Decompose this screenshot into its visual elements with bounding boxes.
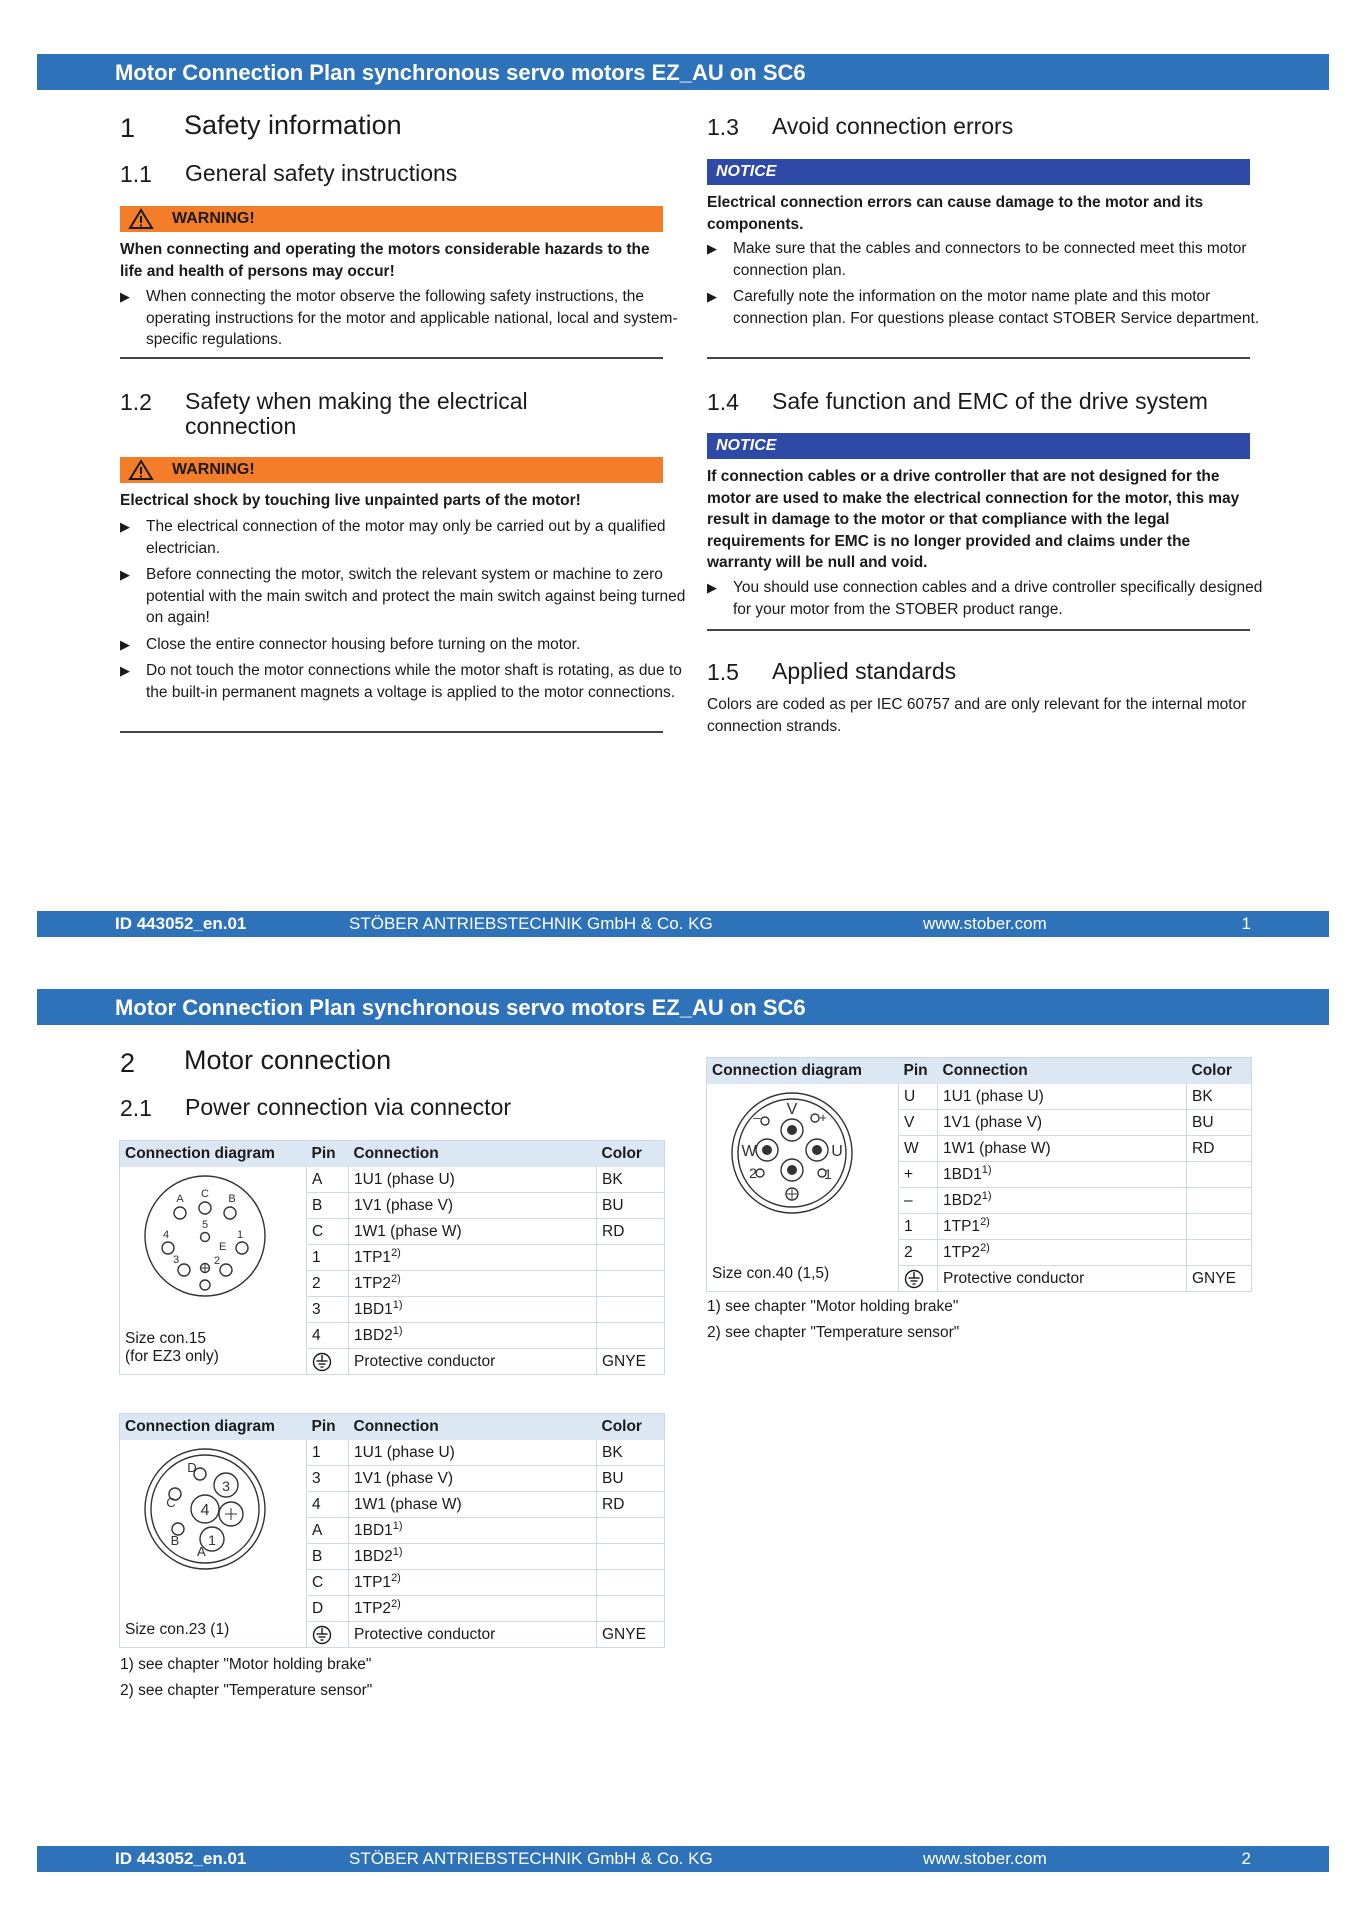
diagram-cell [707,1084,899,1292]
connection-cell [349,1466,597,1492]
footnote: 2) see chapter "Temperature sensor" [707,1324,960,1341]
footnote-ref: 1) [392,1298,403,1311]
connection-cell [349,1323,597,1349]
bullet-item [120,660,686,703]
protective-earth-icon [312,1625,343,1645]
bullet-text: Do not touch the motor connections while the motor shaft is rotating, as due to the built-in permanent magnets a voltage is applied to the motor connections. [146,662,682,701]
pin-cell: 4 [307,1492,349,1518]
connection-cell [938,1110,1187,1136]
bullet-text: The electrical connection of the motor may only be carried out by a qualified electrician. [146,518,666,557]
footnote-ref: 1) [981,1163,992,1176]
connection-cell [349,1245,597,1271]
warning-triangle-icon [128,459,154,481]
arrow-bullet-icon: ▶ [120,637,130,652]
connection-cell [349,1193,597,1219]
pin-label: D [187,1460,197,1475]
website-link[interactable]: www.stober.com [923,1849,1047,1868]
section-number: 1 [120,113,136,143]
arrow-bullet-icon: ▶ [707,289,717,304]
pin-cell: + [899,1162,938,1188]
connector-con15-diagram [140,1171,270,1301]
footnote-ref: 1) [981,1189,992,1202]
pin-cell: – [899,1188,938,1214]
section-number: 2 [120,1048,136,1078]
bullet-item [707,286,1273,329]
section-title: Safe function and EMC of the drive system [772,388,1208,414]
pin-label: – [753,1110,761,1125]
color-cell [597,1245,665,1271]
connection-cell [349,1596,597,1622]
divider [120,357,663,359]
pin-label: 3 [222,1478,230,1494]
bullet-text: When connecting the motor observe the following safety instructions, the operating instructions for the motor and applicable national, local and system-specific regulations. [146,288,678,348]
notice-label: NOTICE [716,437,777,454]
warning-bold-text: Electrical shock by touching live unpainted parts of the motor! [120,492,581,509]
arrow-bullet-icon: ▶ [120,663,130,678]
color-cell [1187,1214,1252,1240]
header-diagram: Connection diagram [120,1141,307,1168]
notice-banner [707,433,1250,459]
page1-footer-bar [37,911,1329,937]
header-title: Motor Connection Plan synchronous servo motors EZ_AU on SC6 [115,60,806,85]
bullet-text: You should use connection cables and a drive controller specifically designed for your motor from the STOBER product range. [733,579,1263,618]
connection-cell [349,1167,597,1193]
protective-earth-icon [904,1269,932,1289]
pin-label: 1 [824,1166,832,1182]
pin-cell: A [307,1167,349,1193]
color-cell: GNYE [597,1622,665,1648]
connection-cell [938,1188,1187,1214]
connection-cell [349,1297,597,1323]
connection-text: Protective conductor [354,1352,496,1370]
connection-text: 1BD2 [354,1326,393,1344]
footnote: 2) see chapter "Temperature sensor" [120,1682,373,1699]
pin-cell [899,1266,938,1292]
pin-cell: 3 [307,1297,349,1323]
color-cell [1187,1188,1252,1214]
connection-text: 1BD1 [943,1165,982,1183]
footnote-ref: 2) [391,1597,401,1610]
connector-size: Size con.15 [125,1330,206,1347]
pin-label: W [741,1143,757,1160]
footnote-ref: 1) [392,1519,403,1532]
table-row [707,1084,1252,1110]
section-number: 1.5 [707,659,739,685]
arrow-bullet-icon: ▶ [120,289,130,304]
color-cell [597,1297,665,1323]
pin-cell: W [899,1136,938,1162]
connection-cell [349,1518,597,1544]
header-pin: Pin [307,1141,349,1168]
diagram-cell [120,1167,307,1375]
notice-label: NOTICE [716,163,777,180]
divider [707,357,1250,359]
section-number: 1.1 [120,161,152,187]
page-number: 2 [1241,1849,1251,1868]
divider [120,731,663,733]
pin-cell: 3 [307,1466,349,1492]
header-color: Color [597,1141,665,1168]
connection-text: 1BD1 [354,1300,393,1318]
section-title: Applied standards [772,658,957,684]
arrow-bullet-icon: ▶ [120,519,130,534]
section-title: General safety instructions [185,160,458,186]
connector-size: Size con.23 (1) [125,1621,230,1638]
section-number: 2.1 [120,1095,152,1121]
warning-triangle-icon [128,208,154,230]
arrow-bullet-icon: ▶ [707,580,717,595]
notice-banner [707,159,1250,185]
warning-banner [120,457,663,483]
warning-label: WARNING! [172,461,255,478]
pin-label: 1 [236,1229,244,1241]
color-cell [597,1271,665,1297]
pin-label: A [197,1544,206,1559]
document-id: ID 443052_en.01 [115,914,247,933]
pin-label: E [219,1241,227,1253]
color-cell [597,1323,665,1349]
connection-table-con40 [706,1057,1252,1292]
connection-text: 1W1 (phase W) [354,1495,462,1513]
section-title: Avoid connection errors [772,113,1014,139]
connection-text: 1V1 (phase V) [354,1469,454,1487]
bullet-text: Before connecting the motor, switch the relevant system or machine to zero potential with the main switch and protect the main switch against being turned on again! [146,566,686,626]
connection-text: Protective conductor [943,1269,1085,1287]
connection-cell [349,1349,597,1375]
table-row [120,1440,665,1466]
footnote-ref: 2) [980,1215,990,1228]
connection-text: 1U1 (phase U) [943,1087,1044,1105]
pin-label: 4 [200,1502,210,1519]
bullet-item [120,516,686,559]
section-title: Motor connection [184,1045,392,1075]
connection-text: 1TP1 [354,1248,392,1266]
warning-label: WARNING! [172,210,255,227]
color-cell: RD [1187,1136,1252,1162]
connection-cell [938,1084,1187,1110]
pin-label: 1 [208,1532,216,1548]
protective-earth-icon [312,1352,343,1372]
bullet-item [120,286,686,351]
pin-label: A [176,1193,184,1205]
pin-label: 4 [162,1229,170,1241]
notice-bold-text: If connection cables or a drive controller that are not designed for the motor are used to make the electrical connection for the motor, this may result in damage to the motor or that compliance with the legal requirements for EMC is no longer provided and claims under the warranty will be null and void. [707,468,1240,571]
color-cell [597,1570,665,1596]
pin-cell: C [307,1570,349,1596]
color-cell [597,1544,665,1570]
pin-label: V [786,1101,798,1118]
pin-cell: 2 [307,1271,349,1297]
pin-cell: A [307,1518,349,1544]
color-cell: RD [597,1492,665,1518]
website-link[interactable]: www.stober.com [923,914,1047,933]
pin-cell: 2 [899,1240,938,1266]
connector-size-note: (for EZ3 only) [125,1348,219,1365]
connection-text: 1W1 (phase W) [943,1139,1051,1157]
connector-con40-diagram [727,1088,857,1218]
connection-text: 1BD2 [943,1191,982,1209]
connector-con23-diagram [140,1444,270,1574]
pin-label: 3 [172,1254,180,1266]
bullet-text: Make sure that the cables and connectors to be connected meet this motor connection plan. [733,240,1247,279]
connection-cell [938,1136,1187,1162]
color-cell: GNYE [1187,1266,1252,1292]
header-pin: Pin [307,1414,349,1441]
footnote-ref: 2) [391,1272,401,1285]
connection-text: 1W1 (phase W) [354,1222,462,1240]
section-number: 1.3 [707,114,739,140]
pin-cell: D [307,1596,349,1622]
header-connection: Connection [938,1058,1187,1085]
color-cell [1187,1162,1252,1188]
connection-cell [938,1240,1187,1266]
pin-cell: 1 [307,1245,349,1271]
connection-cell [938,1266,1187,1292]
page-number: 1 [1241,914,1251,933]
connection-text: 1V1 (phase V) [943,1113,1043,1131]
pin-cell: B [307,1544,349,1570]
section-title: Safety information [184,110,402,140]
connection-text: 1U1 (phase U) [354,1170,455,1188]
bullet-text: Close the entire connector housing before turning on the motor. [146,636,581,653]
arrow-bullet-icon: ▶ [707,241,717,256]
connection-text: 1TP1 [943,1217,981,1235]
document-id: ID 443052_en.01 [115,1849,247,1868]
header-pin: Pin [899,1058,938,1085]
company-name: STÖBER ANTRIEBSTECHNIK GmbH & Co. KG [349,914,713,933]
connection-text: 1TP1 [354,1573,392,1591]
pin-label: U [831,1143,843,1160]
section-number: 1.4 [707,389,739,415]
company-name: STÖBER ANTRIEBSTECHNIK GmbH & Co. KG [349,1849,713,1868]
header-connection: Connection [349,1414,597,1441]
color-cell [1187,1240,1252,1266]
footnote-ref: 2) [391,1571,401,1584]
header-diagram: Connection diagram [707,1058,899,1085]
color-cell [597,1596,665,1622]
connection-cell [349,1440,597,1466]
connection-text: Protective conductor [354,1625,496,1643]
header-diagram: Connection diagram [120,1414,307,1441]
connection-table-con23 [119,1413,665,1648]
header-connection: Connection [349,1141,597,1168]
connection-text: 1TP2 [354,1274,392,1292]
warning-bold-text: When connecting and operating the motors considerable hazards to the life and health of persons may occur! [120,241,650,280]
bullet-text: Carefully note the information on the motor name plate and this motor connection plan. For questions please contact STOBER Service department. [733,288,1260,327]
color-cell: BK [597,1440,665,1466]
warning-banner [120,206,663,232]
connection-cell [349,1570,597,1596]
pin-cell: V [899,1110,938,1136]
standards-text: Colors are coded as per IEC 60757 and are only relevant for the internal motor connection strands. [707,696,1247,735]
color-cell: BU [597,1193,665,1219]
color-cell: BK [1187,1084,1252,1110]
pin-label: 5 [201,1219,209,1231]
color-cell: BK [597,1167,665,1193]
header-title: Motor Connection Plan synchronous servo motors EZ_AU on SC6 [115,995,806,1020]
footnote-ref: 1) [392,1545,403,1558]
bullet-item [707,238,1273,281]
diagram-cell [120,1440,307,1648]
pin-cell: C [307,1219,349,1245]
section-title: Safety when making the electrical connection [185,388,528,439]
divider [707,629,1250,631]
color-cell: GNYE [597,1349,665,1375]
footnote-ref: 2) [391,1246,401,1259]
pin-cell: 4 [307,1323,349,1349]
connector-size: Size con.40 (1,5) [712,1265,830,1282]
header-color: Color [1187,1058,1252,1085]
page1-header-bar [37,54,1329,90]
connection-cell [938,1214,1187,1240]
notice-bold-text: Electrical connection errors can cause damage to the motor and its components. [707,194,1204,233]
table-row [120,1167,665,1193]
footnote-ref: 2) [980,1241,990,1254]
footnote: 1) see chapter "Motor holding brake" [120,1656,372,1673]
connection-text: 1BD1 [354,1521,393,1539]
page2-header-bar [37,989,1329,1025]
pin-label: B [228,1193,236,1205]
pin-label: + [819,1110,827,1125]
bullet-item [120,564,686,629]
pin-cell: B [307,1193,349,1219]
pin-label: C [201,1188,209,1200]
pin-cell: 1 [899,1214,938,1240]
color-cell: BU [597,1466,665,1492]
section-number: 1.2 [120,389,152,415]
footnote: 1) see chapter "Motor holding brake" [707,1298,959,1315]
pin-label: C [166,1495,176,1510]
color-cell: BU [1187,1110,1252,1136]
pin-cell [307,1349,349,1375]
connection-cell [349,1271,597,1297]
connection-cell [349,1219,597,1245]
pin-label: 2 [213,1255,221,1267]
footnote-ref: 1) [392,1324,403,1337]
header-color: Color [597,1414,665,1441]
connection-text: 1TP2 [943,1243,981,1261]
pin-label: 2 [749,1165,757,1181]
bullet-item [707,577,1273,620]
section-title: Power connection via connector [185,1094,512,1120]
connection-cell [938,1162,1187,1188]
pin-cell: 1 [307,1440,349,1466]
color-cell: RD [597,1219,665,1245]
connection-cell [349,1622,597,1648]
pin-label: B [170,1533,180,1548]
connection-table-con15 [119,1140,665,1375]
connection-text: 1U1 (phase U) [354,1443,455,1461]
arrow-bullet-icon: ▶ [120,567,130,582]
bullet-item [120,634,686,656]
connection-text: 1BD2 [354,1547,393,1565]
connection-cell [349,1544,597,1570]
color-cell [597,1518,665,1544]
connection-text: 1TP2 [354,1599,392,1617]
pin-cell: U [899,1084,938,1110]
connection-cell [349,1492,597,1518]
connection-text: 1V1 (phase V) [354,1196,454,1214]
page2-footer-bar [37,1846,1329,1872]
pin-cell [307,1622,349,1648]
